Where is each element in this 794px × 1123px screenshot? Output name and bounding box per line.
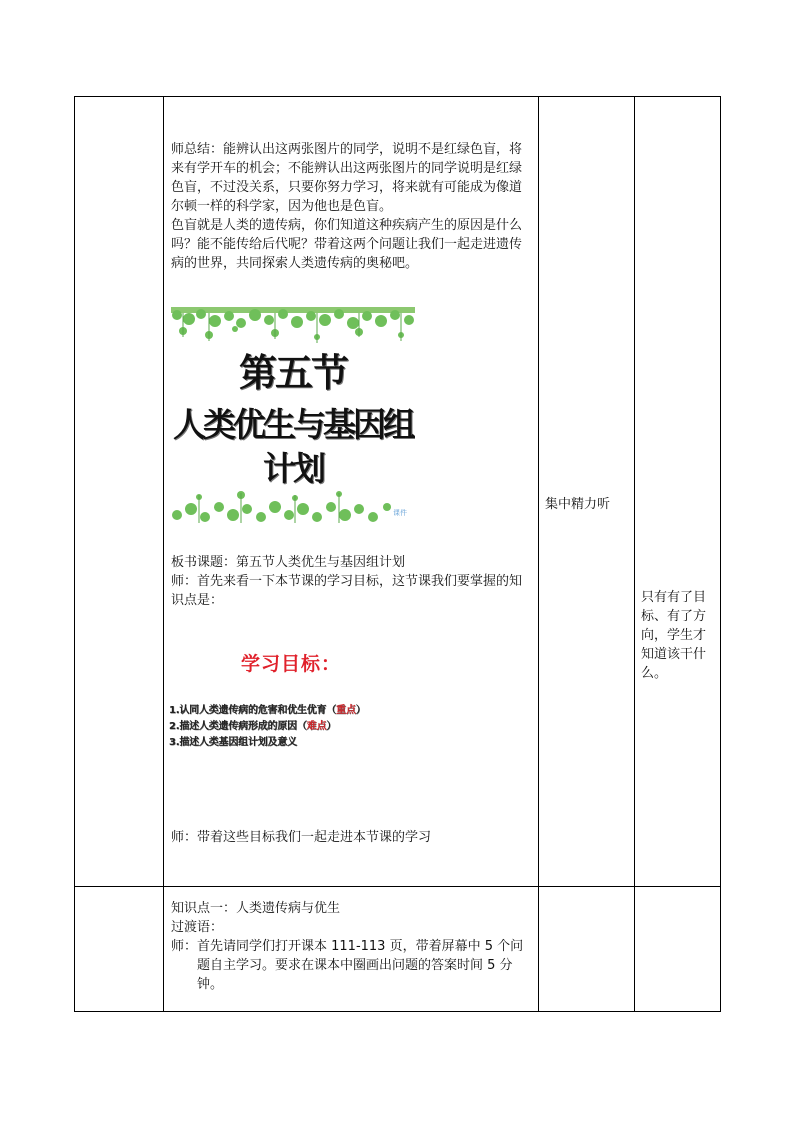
- design-intent-cell: [635, 97, 721, 887]
- teacher-intro: 师：首先来看一下本节课的学习目标，这节课我们要掌握的知识点是：: [171, 574, 523, 608]
- teaching-process-cell: [164, 887, 539, 1012]
- student-activity-cell: [539, 887, 635, 1012]
- teaching-process-cell: [164, 97, 539, 887]
- list-item: 1.认同人类遗传病的危害和优生优育（重点）: [169, 705, 366, 716]
- transition-label: 过渡语：: [171, 920, 224, 935]
- slide-title-line1: 第五节: [238, 350, 347, 395]
- design-intent-cell: [635, 887, 721, 1012]
- teacher-question: 色盲就是人类的遗传病，你们知道这种疾病产生的原因是什么吗？能不能传给后代呢？带着这两个问题让我们一起走进遗传病的世界，共同探索人类遗传病的奥秘吧。: [171, 218, 523, 271]
- stage-cell: [75, 887, 164, 1012]
- teacher-summary: 师总结：能辨认出这两张图片的同学，说明不是红绿色盲，将来有学开车的机会；不能辨认出这两张图片的同学说明是红绿色盲，不过没关系，只要你努力学习，将来就有可能成为像道尔顿一样的科学家，因为他也是色盲。: [171, 142, 523, 214]
- list-item: 3.描述人类基因组计划及意义: [169, 737, 297, 748]
- knowledge-point-title: 知识点一：人类遗传病与优生: [171, 901, 341, 916]
- slide-title-line2: 人类优生与基因组计划: [173, 405, 413, 488]
- teacher-outro: 师：带着这些目标我们一起走进本节课的学习: [171, 830, 432, 845]
- list-item: 2.描述人类遗传病形成的原因（难点）: [169, 721, 337, 732]
- design-intent-text: 只有有了目标、有了方向，学生才知道该干什么。: [641, 590, 707, 681]
- title-slide-image: [171, 307, 415, 525]
- objectives-list: [169, 703, 419, 751]
- board-title: 板书课题：第五节人类优生与基因组计划: [171, 555, 406, 570]
- student-activity-text: 集中精力听: [545, 497, 611, 512]
- lesson-plan-table: [74, 96, 721, 1012]
- stage-cell: [75, 97, 164, 887]
- vine-decoration-top-icon: [171, 307, 415, 347]
- table-row: [75, 887, 721, 1012]
- objectives-title: 学习目标：: [241, 653, 342, 675]
- slide-corner-mark: 课件: [393, 509, 407, 517]
- vine-decoration-bottom-icon: [171, 489, 415, 525]
- student-activity-cell: [539, 97, 635, 887]
- teacher-instruction: 师：首先请同学们打开课本 111-113 页，带着屏幕中 5 个问题自主学习。要求在课本中圈画出问题的答案时间 5 分钟。: [171, 939, 524, 992]
- objectives-slide-image: [169, 645, 419, 755]
- table-row: [75, 97, 721, 887]
